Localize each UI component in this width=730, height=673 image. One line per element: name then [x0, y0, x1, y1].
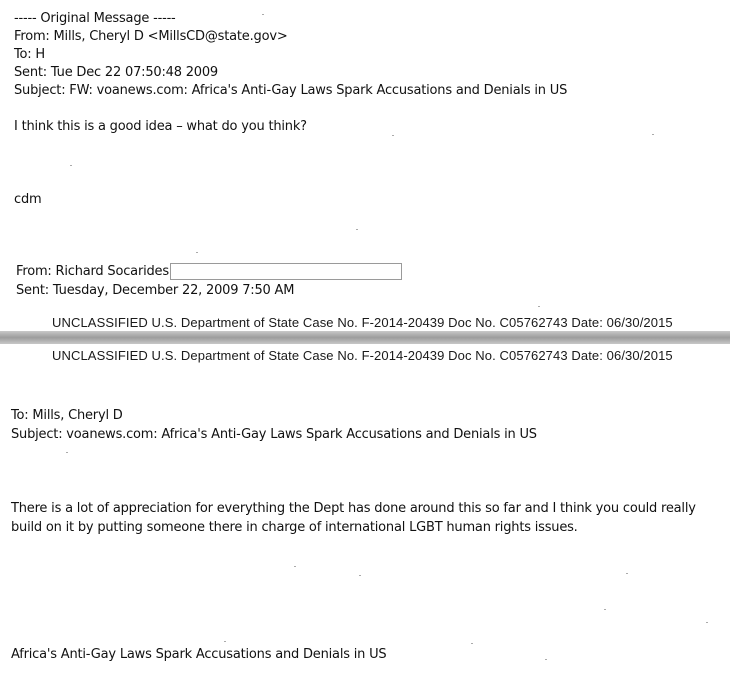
footer-classification-stamp: UNCLASSIFIED U.S. Department of State Case No. F-2014-20439 Doc No. C05762743 Date: 06/30/2015 — [52, 315, 673, 330]
article-title: Africa's Anti-Gay Laws Spark Accusations and Denials in US — [11, 647, 387, 662]
scan-speck — [604, 609, 606, 610]
original-to-line: To: Mills, Cheryl D — [11, 408, 123, 423]
scan-speck — [66, 452, 68, 453]
sent-line: Sent: Tue Dec 22 07:50:48 2009 — [14, 65, 218, 80]
forwarded-sent-line: Sent: Tuesday, December 22, 2009 7:50 AM — [16, 283, 295, 298]
scan-speck — [359, 575, 361, 576]
scan-speck — [545, 659, 547, 660]
original-message-body: There is a lot of appreciation for everything the Dept has done around this so far and I think you could really build on it by putting someone there in charge of international LGBT human rights issues. — [11, 501, 696, 535]
scan-speck — [652, 134, 654, 135]
scan-speck — [706, 622, 708, 623]
page-separator — [0, 331, 730, 344]
scan-speck — [196, 252, 198, 253]
original-subject-line: Subject: voanews.com: Africa's Anti-Gay Laws Spark Accusations and Denials in US — [11, 427, 537, 442]
scan-speck — [392, 135, 394, 136]
scan-speck — [626, 573, 628, 574]
scan-speck — [471, 643, 473, 644]
scan-speck — [262, 14, 264, 15]
signature: cdm — [14, 192, 42, 207]
scan-speck — [70, 165, 72, 166]
subject-line: Subject: FW: voanews.com: Africa's Anti-Gay Laws Spark Accusations and Denials in US — [14, 83, 568, 98]
scan-speck — [294, 566, 296, 567]
scan-speck — [224, 641, 226, 642]
to-line: To: H — [14, 47, 45, 62]
message-body: I think this is a good idea – what do you think? — [14, 119, 307, 134]
from-line: From: Mills, Cheryl D <MillsCD@state.gov> — [14, 29, 288, 44]
forwarded-from-text: From: Richard Socarides — [16, 264, 169, 279]
redaction-box — [170, 263, 402, 280]
forwarded-from-line — [16, 263, 402, 280]
original-message-divider: ----- Original Message ----- — [14, 11, 176, 26]
header-classification-stamp: UNCLASSIFIED U.S. Department of State Case No. F-2014-20439 Doc No. C05762743 Date: 06/30/2015 — [52, 348, 673, 363]
scan-speck — [538, 306, 540, 307]
scan-speck — [356, 229, 358, 230]
